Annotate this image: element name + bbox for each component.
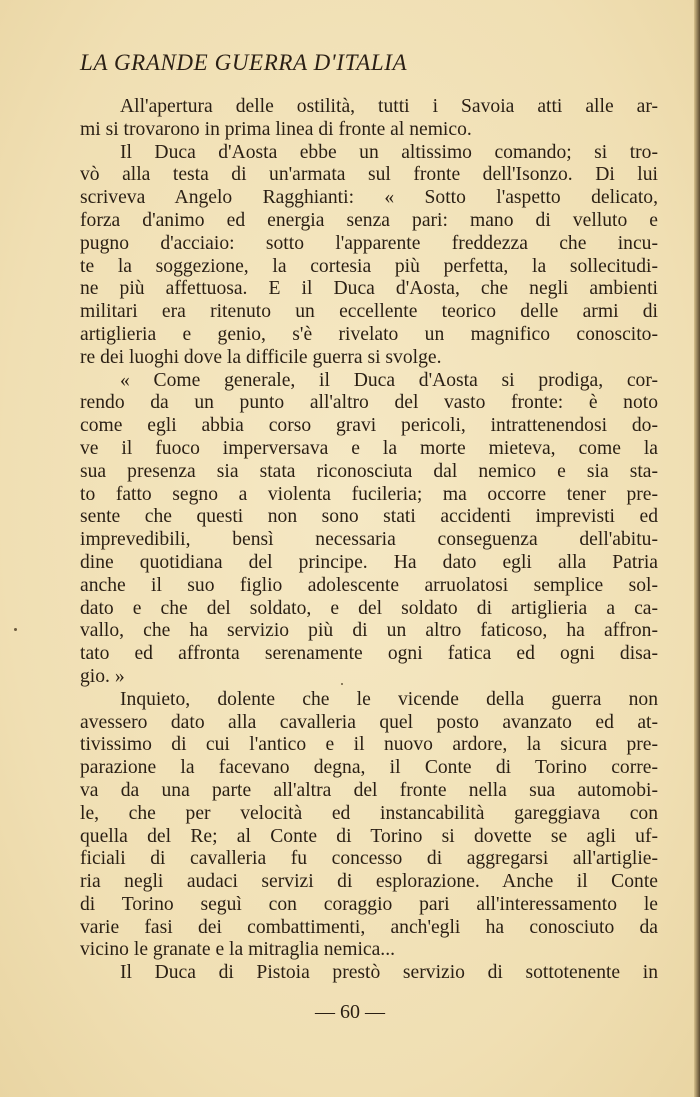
body-text — [80, 96, 658, 985]
text-line: artiglieria e genio, s'è rivelato un magnifico conoscito- — [80, 323, 658, 345]
text-line: re dei luoghi dove la difficile guerra si svolge. — [80, 346, 442, 368]
text-line: di Torino seguì con coraggio pari all'interessamento le — [80, 893, 658, 915]
text-line: militari era ritenuto un eccellente teorico delle armi di — [80, 301, 658, 323]
text-line: scriveva Angelo Ragghianti: « Sotto l'aspetto delicato, — [80, 187, 658, 209]
text-line: ficiali di cavalleria fu concesso di aggregarsi all'artiglie- — [80, 848, 658, 870]
text-line: sua presenza sia stata riconosciuta dal nemico e sia sta- — [80, 460, 658, 482]
text-line: quella del Re; al Conte di Torino si dovette se agli uf- — [80, 825, 658, 847]
page-number: — 60 — — [315, 1001, 385, 1023]
text-line: come egli abbia corso gravi pericoli, intrattenendosi do- — [80, 415, 658, 437]
text-line: te la soggezione, la cortesia più perfetta, la sollecitudi- — [80, 255, 658, 277]
text-line: to fatto segno a violenta fucileria; ma occorre tener pre- — [80, 483, 658, 505]
text-line: mi si trovarono in prima linea di fronte al nemico. — [80, 118, 472, 140]
text-line: All'apertura delle ostilità, tutti i Savoia atti alle ar- — [120, 96, 658, 117]
text-line: ria negli audaci servizi di esplorazione. Anche il Conte — [80, 871, 658, 893]
text-line: pugno d'acciaio: sotto l'apparente freddezza che incu- — [80, 232, 658, 254]
text-line: vicino le granate e la mitraglia nemica... — [80, 939, 395, 961]
text-line: le, che per velocità ed instancabilità gareggiava con — [80, 802, 658, 824]
text-line: tato ed affronta serenamente ogni fatica ed ogni disa- — [80, 643, 658, 665]
running-head: LA GRANDE GUERRA D'ITALIA — [80, 50, 408, 75]
text-line: dato e che del soldato, e del soldato di artiglieria a ca- — [80, 597, 658, 619]
text-line: dine quotidiana del principe. Ha dato egli alla Patria — [80, 551, 658, 573]
text-line: vò alla testa di un'armata sul fronte dell'Isonzo. Di lui — [80, 164, 658, 186]
text-line: anche il suo figlio adolescente arruolatosi semplice sol- — [80, 574, 658, 596]
paper-speck — [14, 628, 17, 631]
text-line: ne più affettuosa. E il Duca d'Aosta, che negli ambienti — [80, 278, 658, 300]
text-line: « Come generale, il Duca d'Aosta si prodiga, cor- — [120, 369, 658, 391]
text-line: gio. » — [80, 665, 125, 687]
text-line: Inquieto, dolente che le vicende della guerra non — [120, 688, 658, 710]
text-line: sente che questi non sono stati accidenti imprevisti ed — [80, 506, 658, 528]
text-line: va da una parte all'altra del fronte nella sua automobi- — [80, 779, 658, 801]
text-line: varie fasi dei combattimenti, anch'egli ha conosciuto da — [80, 916, 658, 938]
text-line: forza d'animo ed energia senza pari: mano di velluto e — [80, 209, 658, 231]
text-line: parazione la facevano degna, il Conte di Torino corre- — [80, 757, 658, 779]
page-edge-shadow — [694, 0, 700, 1097]
paper-speck — [341, 683, 343, 685]
text-line: vallo, che ha servizio più di un altro faticoso, ha affron- — [80, 620, 658, 642]
text-line: avessero dato alla cavalleria quel posto avanzato ed at- — [80, 711, 658, 733]
text-line: rendo da un punto all'altro del vasto fronte: è noto — [80, 392, 658, 414]
text-line: tivissimo di cui l'antico e il nuovo ardore, la sicura pre- — [80, 734, 658, 756]
text-line: imprevedibili, bensì necessaria conseguenza dell'abitu- — [80, 529, 658, 551]
text-line: Il Duca di Pistoia prestò servizio di sottotenente in — [120, 962, 658, 984]
text-line: ve il fuoco imperversava e la morte mieteva, come la — [80, 437, 658, 459]
text-line: Il Duca d'Aosta ebbe un altissimo comando; si tro- — [120, 141, 658, 163]
